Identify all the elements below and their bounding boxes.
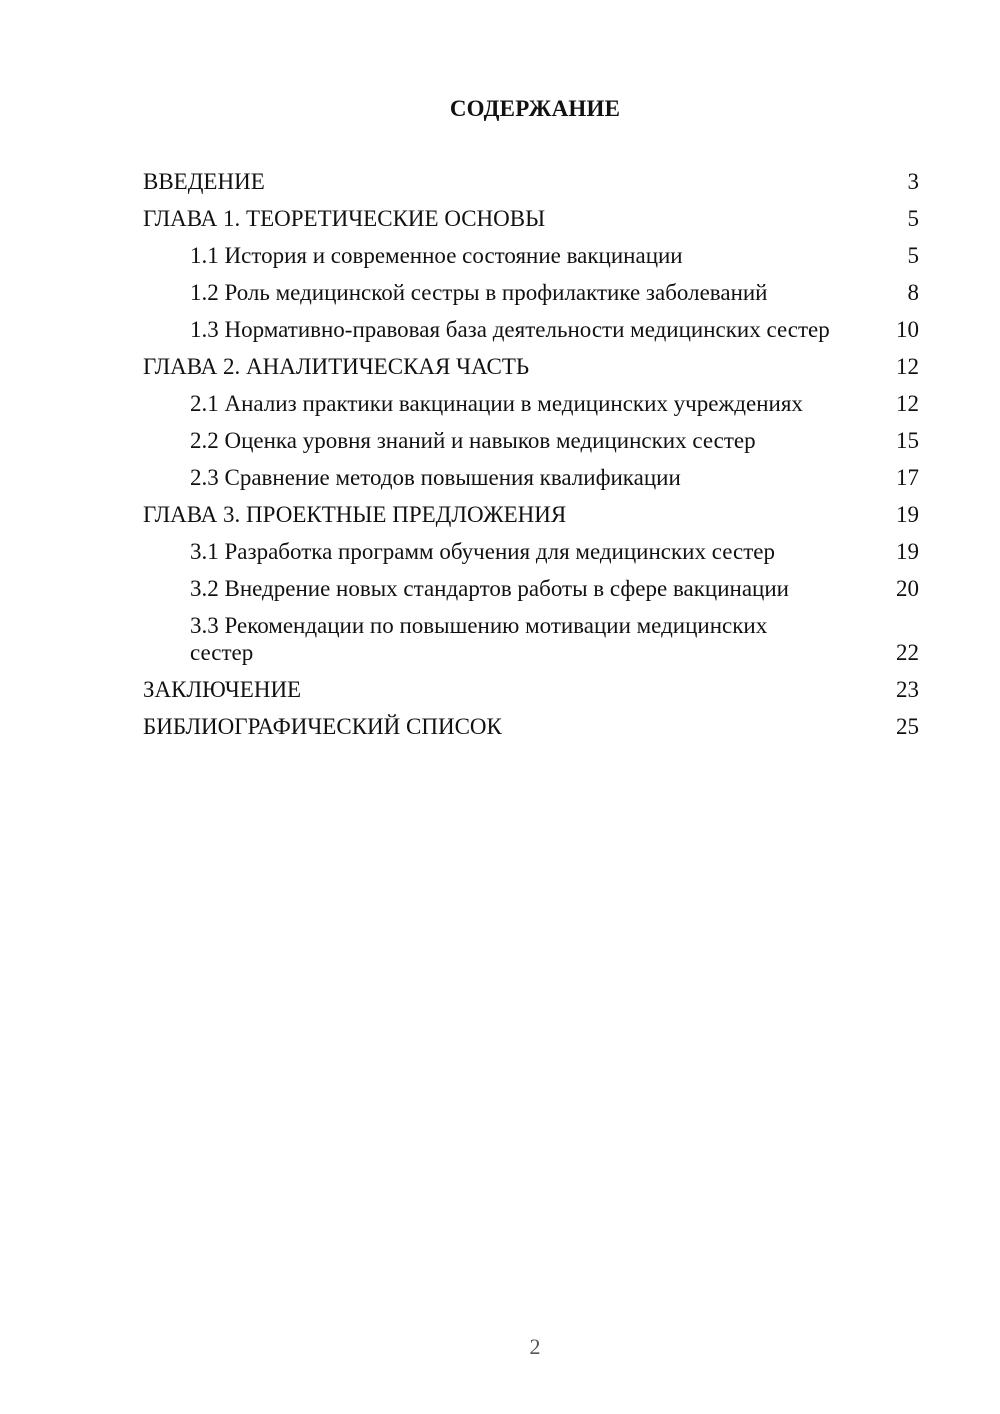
toc-entry-page: 19 [896,502,919,527]
toc-entry-conclusion [143,676,919,703]
toc-entry-text: ГЛАВА 1. ТЕОРЕТИЧЕСКИЕ ОСНОВЫ [143,206,546,231]
toc-entry-bibliography [143,713,919,740]
toc-entry-page: 3 [907,169,919,194]
toc-entry-page: 10 [896,317,919,342]
toc-entry-chapter-2 [143,353,919,380]
toc-entry-text: ЗАКЛЮЧЕНИЕ [143,677,302,702]
toc-entry-section-2-2 [143,427,919,454]
toc-entry-text: 3.1 Разработка программ обучения для медицинских сестер [190,539,775,564]
toc-entry-text: ВВЕДЕНИЕ [143,169,265,194]
toc-entry-section-3-2 [143,575,919,602]
page-number: 2 [529,1334,541,1359]
toc-entry-introduction [143,168,919,195]
toc-entry-chapter-3 [143,501,919,528]
table-of-contents [143,168,919,750]
toc-entry-text: БИБЛИОГРАФИЧЕСКИЙ СПИСОК [143,714,502,739]
toc-entry-section-2-3 [143,464,919,491]
toc-entry-text: 1.3 Нормативно-правовая база деятельности медицинских сестер [190,317,830,342]
toc-entry-page: 23 [896,677,919,702]
toc-entry-page: 5 [907,206,919,231]
toc-entry-text: ГЛАВА 3. ПРОЕКТНЫЕ ПРЕДЛОЖЕНИЯ [143,502,567,527]
page-title: СОДЕРЖАНИЕ [449,96,621,121]
toc-entry-page: 15 [896,428,919,453]
toc-entry-section-1-2 [143,279,919,306]
toc-entry-page: 20 [896,576,919,601]
toc-entry-section-2-1 [143,390,919,417]
toc-entry-chapter-1 [143,205,919,232]
toc-entry-text: 2.1 Анализ практики вакцинации в медицинских учреждениях [190,391,803,416]
toc-entry-page: 8 [907,280,919,305]
toc-entry-text: 3.3 Рекомендации по повышению мотивации медицинских сестер [190,613,768,665]
toc-entry-page: 12 [896,354,919,379]
toc-entry-section-3-3 [143,612,919,666]
toc-entry-page: 12 [896,391,919,416]
toc-entry-text: 2.3 Сравнение методов повышения квалификации [190,465,681,490]
toc-entry-text: 1.1 История и современное состояние вакцинации [190,243,683,268]
toc-entry-page: 19 [896,539,919,564]
toc-entry-section-1-1 [143,242,919,269]
toc-entry-section-1-3 [143,316,919,343]
toc-entry-text: ГЛАВА 2. АНАЛИТИЧЕСКАЯ ЧАСТЬ [143,354,530,379]
toc-entry-page: 25 [896,714,919,739]
toc-entry-text: 3.2 Внедрение новых стандартов работы в сфере вакцинации [190,576,789,601]
toc-entry-section-3-1 [143,538,919,565]
toc-entry-page: 5 [907,243,919,268]
toc-entry-text: 1.2 Роль медицинской сестры в профилактике заболеваний [190,280,768,305]
toc-entry-text: 2.2 Оценка уровня знаний и навыков медицинских сестер [190,428,756,453]
toc-entry-page: 17 [896,465,919,490]
toc-entry-page: 22 [896,640,919,665]
